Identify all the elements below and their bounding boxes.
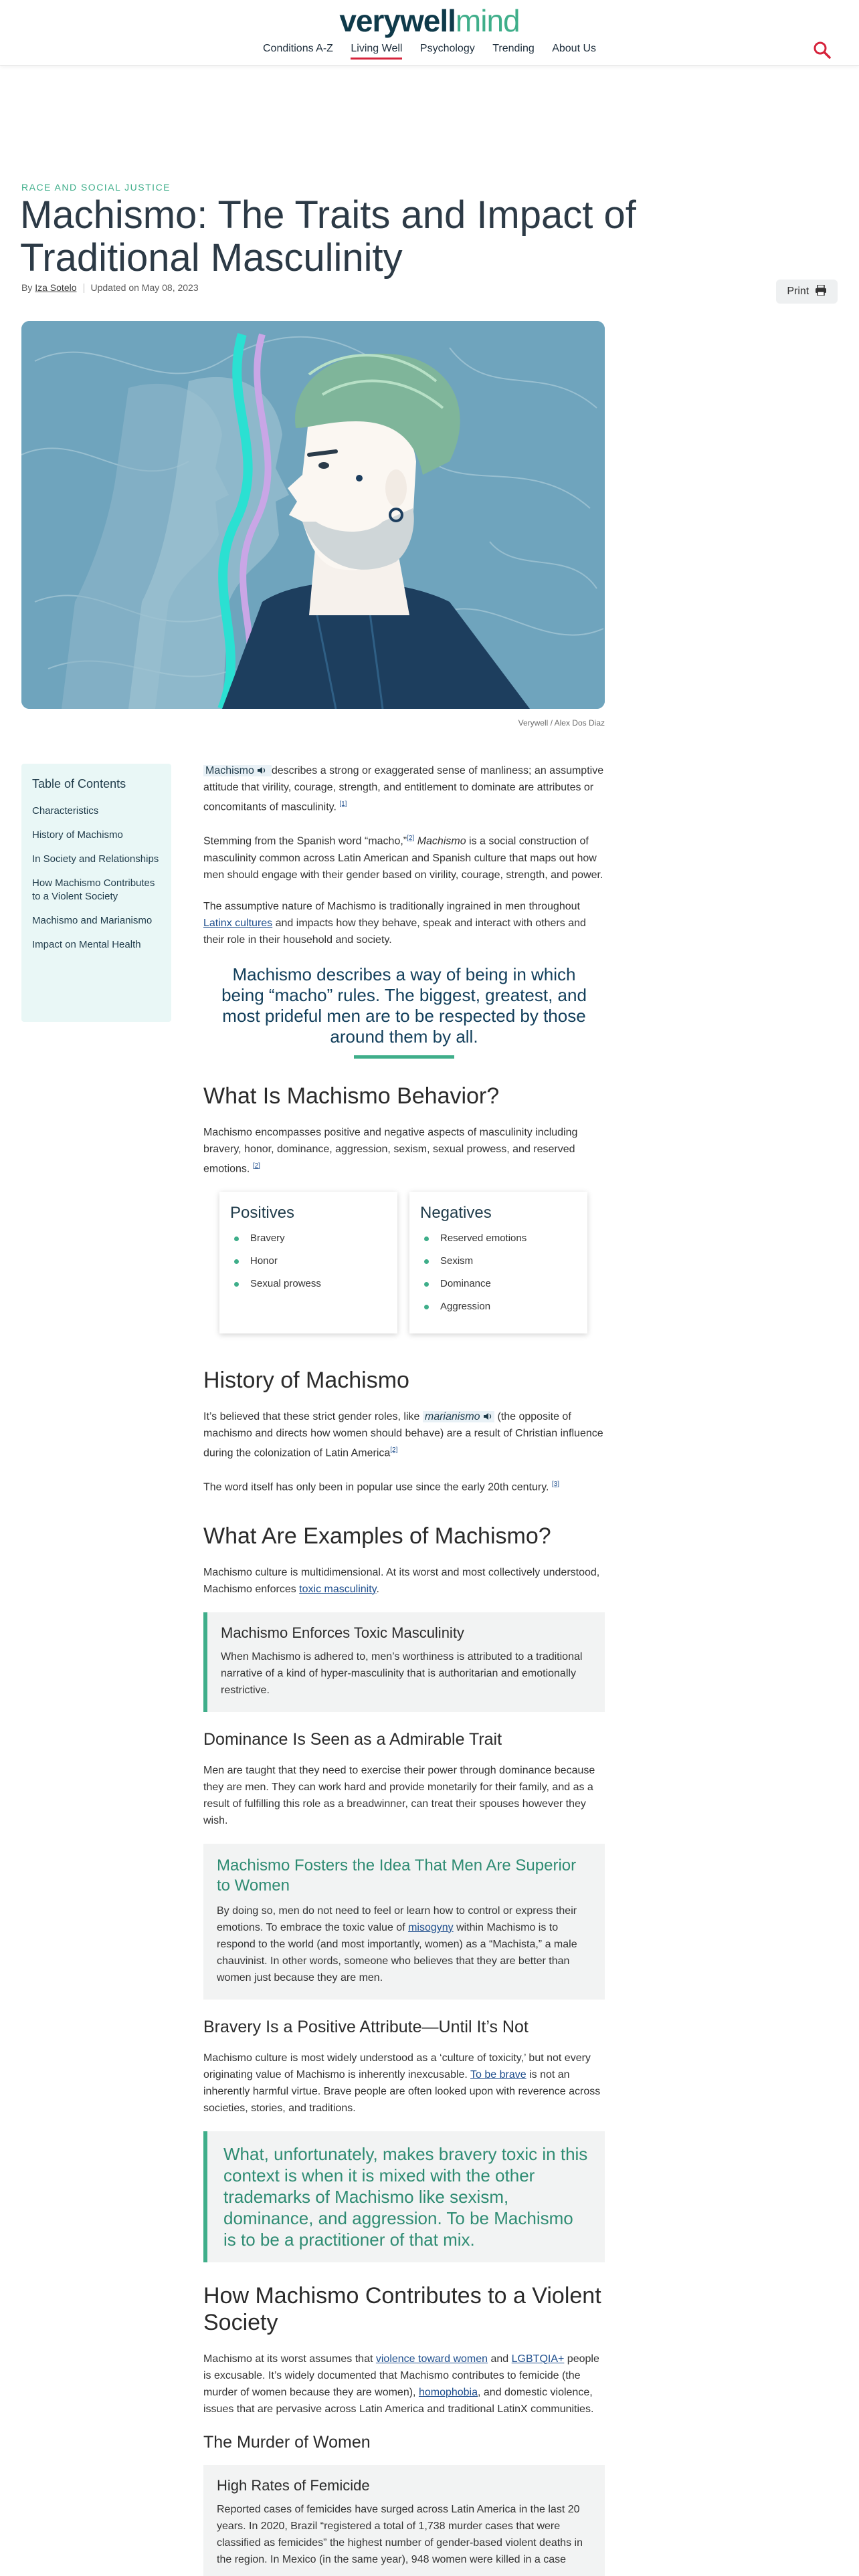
- negatives-title: Negatives: [420, 1203, 492, 1222]
- citation-history-1[interactable]: [2]: [390, 1446, 398, 1454]
- byline-prefix: By: [21, 282, 35, 293]
- callout-femicide-title: High Rates of Femicide: [217, 2476, 370, 2494]
- link-lgbtqia[interactable]: LGBTQIA+: [511, 2353, 565, 2365]
- toc-item-society[interactable]: In Society and Relationships: [32, 853, 159, 865]
- logo-brand: verywell: [339, 3, 456, 38]
- search-button[interactable]: [812, 40, 832, 60]
- hero-artwork: [21, 321, 605, 709]
- toc-item-marianismo[interactable]: Machismo and Marianismo: [32, 915, 153, 926]
- pull-quote-underline: [354, 1055, 454, 1059]
- behavior-paragraph: [203, 1124, 605, 1177]
- printer-icon: [815, 285, 827, 296]
- bravery-quote: What, unfortunately, makes bravery toxic in this context is when it is mixed with the other trademarks of Machismo like sexism, dominance, and aggression. To be Machismo is to be a practitioner of that mix.: [203, 2131, 605, 2262]
- negative-item: Reserved emotions: [420, 1232, 577, 1245]
- toc-item-history[interactable]: History of Machismo: [32, 829, 123, 841]
- callout-superiority-title: Machismo Fosters the Idea That Men Are Superior to Women: [217, 1856, 577, 1895]
- citation-behavior[interactable]: [2]: [252, 1162, 260, 1170]
- link-misogyny[interactable]: misogyny: [408, 1921, 454, 1933]
- violence-a: Machismo at its worst assumes that: [203, 2353, 376, 2365]
- violence-b: and: [488, 2353, 512, 2365]
- article-body: [203, 762, 605, 2576]
- image-caption: Verywell / Alex Dos Diaz: [518, 718, 605, 728]
- history-p1-a: It’s believed that these strict gender roles, like: [203, 1410, 423, 1422]
- intro-p2-text-b: is a social construction of masculinity common across Latin American and Spanish culture that maps out how men should engage with their gender based on virility, courage, strength, and power.: [203, 835, 603, 881]
- nav-conditions[interactable]: Conditions A-Z: [262, 43, 333, 54]
- positive-item: Bravery: [230, 1232, 387, 1245]
- intro-p3-text-b: and impacts how they behave, speak and interact with others and their role in their household and society.: [203, 917, 586, 946]
- site-logo[interactable]: [0, 3, 859, 39]
- callout-superiority-a: By doing so, men do not need to feel or learn how to control or express their emotions. To embrace the toxic value of: [217, 1905, 577, 1933]
- heading-examples: What Are Examples of Machismo?: [203, 1523, 551, 1549]
- examples-p1-b: .: [376, 1583, 379, 1595]
- heading-dominance: Dominance Is Seen as a Admirable Trait: [203, 1729, 502, 1749]
- bravery-b: is not an inherently harmful virtue. Brave people are often looked upon with reverence across societies, stories, and traditions.: [203, 2068, 601, 2114]
- callout-superiority-b: within Machismo is to respond to the world (and most importantly, women) as a “Machista,” a male chauvinist. In other words, someone who believes that they are better than women just because they are men.: [217, 1921, 577, 1983]
- negative-item: Dominance: [420, 1277, 577, 1291]
- toc-item-violent-society[interactable]: How Machismo Contributes to a Violent Society: [32, 877, 155, 902]
- updated-date: Updated on May 08, 2023: [90, 282, 199, 293]
- link-latinx-cultures[interactable]: Latinx cultures: [203, 917, 273, 929]
- term-machismo[interactable]: [203, 765, 272, 776]
- history-paragraph-2: [203, 1476, 605, 1495]
- intro-p3-text-a: The assumptive nature of Machismo is traditionally ingrained in men throughout: [203, 900, 580, 912]
- callout-toxic-title: Machismo Enforces Toxic Masculinity: [221, 1624, 464, 1641]
- nav-psychology[interactable]: Psychology: [419, 43, 475, 54]
- callout-superiority-text: [217, 1903, 591, 1986]
- toc-item-mental-health[interactable]: Impact on Mental Health: [32, 939, 141, 950]
- history-p2: The word itself has only been in popular use since the early 20th century.: [203, 1481, 549, 1493]
- violence-c: people is excusable. It’s widely documented that Machismo contributes to femicide (the murder of women because they are women),: [203, 2353, 599, 2398]
- main-nav: [0, 43, 859, 60]
- byline: [21, 282, 199, 293]
- negative-item: Sexism: [420, 1255, 577, 1268]
- behavior-text: Machismo encompasses positive and negative aspects of masculinity including bravery, honor, dominance, aggression, sexism, sexual prowess, and reserved emotions.: [203, 1126, 578, 1174]
- history-p1-b: (the opposite of machismo and directs how women should behave) are a result of Christian influence during the colonization of Latin America: [203, 1410, 603, 1459]
- link-homophobia[interactable]: homophobia: [418, 2386, 478, 2398]
- dominance-paragraph: Men are taught that they need to exercise their power through dominance because they are men. They can work hard and provide monetarily for their family, and as a result of fulfilling this role as a breadwinner, can treat their spouses however they wish.: [203, 1764, 595, 1826]
- negatives-card: [409, 1192, 587, 1333]
- positive-item: Honor: [230, 1255, 387, 1268]
- intro-paragraph-1: [203, 762, 605, 815]
- nav-about-us[interactable]: About Us: [552, 43, 597, 54]
- callout-superiority: [203, 1844, 605, 2000]
- search-icon: [812, 40, 832, 60]
- heading-history: History of Machismo: [203, 1367, 409, 1393]
- link-violence-toward-women[interactable]: violence toward women: [375, 2353, 488, 2365]
- heading-behavior: What Is Machismo Behavior?: [203, 1083, 500, 1109]
- term-marianismo[interactable]: [423, 1411, 494, 1422]
- intro-p2-term: Machismo: [417, 835, 466, 847]
- intro-p2-text-a: Stemming from the Spanish word “macho,”: [203, 835, 407, 847]
- heading-murder-of-women: The Murder of Women: [203, 2432, 371, 2452]
- link-toxic-masculinity[interactable]: toxic masculinity: [299, 1583, 377, 1595]
- intro-paragraph-3: [203, 898, 605, 948]
- positives-negatives: [219, 1192, 589, 1333]
- article-title: Machismo: The Traits and Impact of Traditional Masculinity: [20, 193, 636, 280]
- examples-paragraph: [203, 1564, 605, 1598]
- pull-quote: [217, 964, 591, 1059]
- negative-item: Aggression: [420, 1300, 577, 1313]
- hero-illustration: [21, 321, 605, 709]
- bravery-paragraph: [203, 2050, 605, 2117]
- positive-item: Sexual prowess: [230, 1277, 387, 1291]
- heading-bravery: Bravery Is a Positive Attribute—Until It’s Not: [203, 2017, 529, 2036]
- term-marianismo-label: marianismo: [424, 1410, 480, 1422]
- intro-paragraph-2: [203, 830, 605, 883]
- nav-living-well[interactable]: Living Well: [351, 43, 402, 60]
- toc-item-characteristics[interactable]: Characteristics: [32, 805, 99, 817]
- callout-femicide-text: Reported cases of femicides have surged across Latin America in the last 20 years. In 2020, Brazil “registered a total of 1,738 murder cases that were classified as femicides” the highest number of gender-based violent deaths in the region. In Mexico (in the same year), 948 women were killed in a case: [217, 2503, 583, 2565]
- heading-violent-society: How Machismo Contributes to a Violent Society: [203, 2282, 601, 2335]
- positives-title: Positives: [230, 1203, 295, 1222]
- toc-title[interactable]: Table of Contents: [32, 777, 126, 790]
- bravery-a: Machismo culture is most widely understood as a ‘culture of toxicity,’ but not every originating value of Machismo is inherently inexcusable.: [203, 2052, 591, 2080]
- violence-d: , and domestic violence, issues that are pervasive across Latin America and traditional LatinX communities.: [203, 2386, 594, 2415]
- callout-toxic-text: When Machismo is adhered to, men’s worthiness is attributed to a traditional narrative of a kind of hyper-masculinity that is authoritarian and emotionally restrictive.: [221, 1650, 583, 1696]
- citation-history-2[interactable]: [3]: [551, 1481, 560, 1489]
- history-paragraph-1: [203, 1408, 605, 1461]
- pull-quote-text: Machismo describes a way of being in which being “macho” rules. The biggest, greatest, and most prideful men are to be respected by those around them by all.: [221, 964, 587, 1047]
- citation-2[interactable]: [2]: [407, 835, 415, 843]
- print-label: Print: [787, 286, 809, 297]
- speaker-icon[interactable]: [257, 766, 266, 774]
- speaker-icon[interactable]: [483, 1412, 492, 1420]
- nav-trending[interactable]: Trending: [492, 43, 535, 54]
- logo-sub: mind: [455, 3, 520, 38]
- site-header: [0, 0, 859, 66]
- author-link[interactable]: Iza Sotelo: [35, 282, 77, 293]
- term-label: Machismo: [205, 765, 254, 776]
- article-category[interactable]: RACE AND SOCIAL JUSTICE: [21, 182, 171, 193]
- print-button[interactable]: [776, 280, 838, 304]
- callout-femicide: [203, 2465, 605, 2576]
- callout-toxic-masculinity: [203, 1612, 605, 1712]
- link-to-be-brave[interactable]: To be brave: [470, 2068, 527, 2080]
- examples-p1-a: Machismo culture is multidimensional. At its worst and most collectively understood, Machismo enforces: [203, 1566, 600, 1595]
- intro-p1-text: describes a strong or exaggerated sense of manliness; an assumptive attitude that virility, courage, strength, and entitlement to dominate are attributes or concomitants of masculinity.: [203, 765, 604, 813]
- violence-paragraph: [203, 2351, 605, 2418]
- citation-1[interactable]: [1]: [339, 800, 347, 808]
- positives-card: [219, 1192, 397, 1333]
- table-of-contents: [21, 764, 171, 1022]
